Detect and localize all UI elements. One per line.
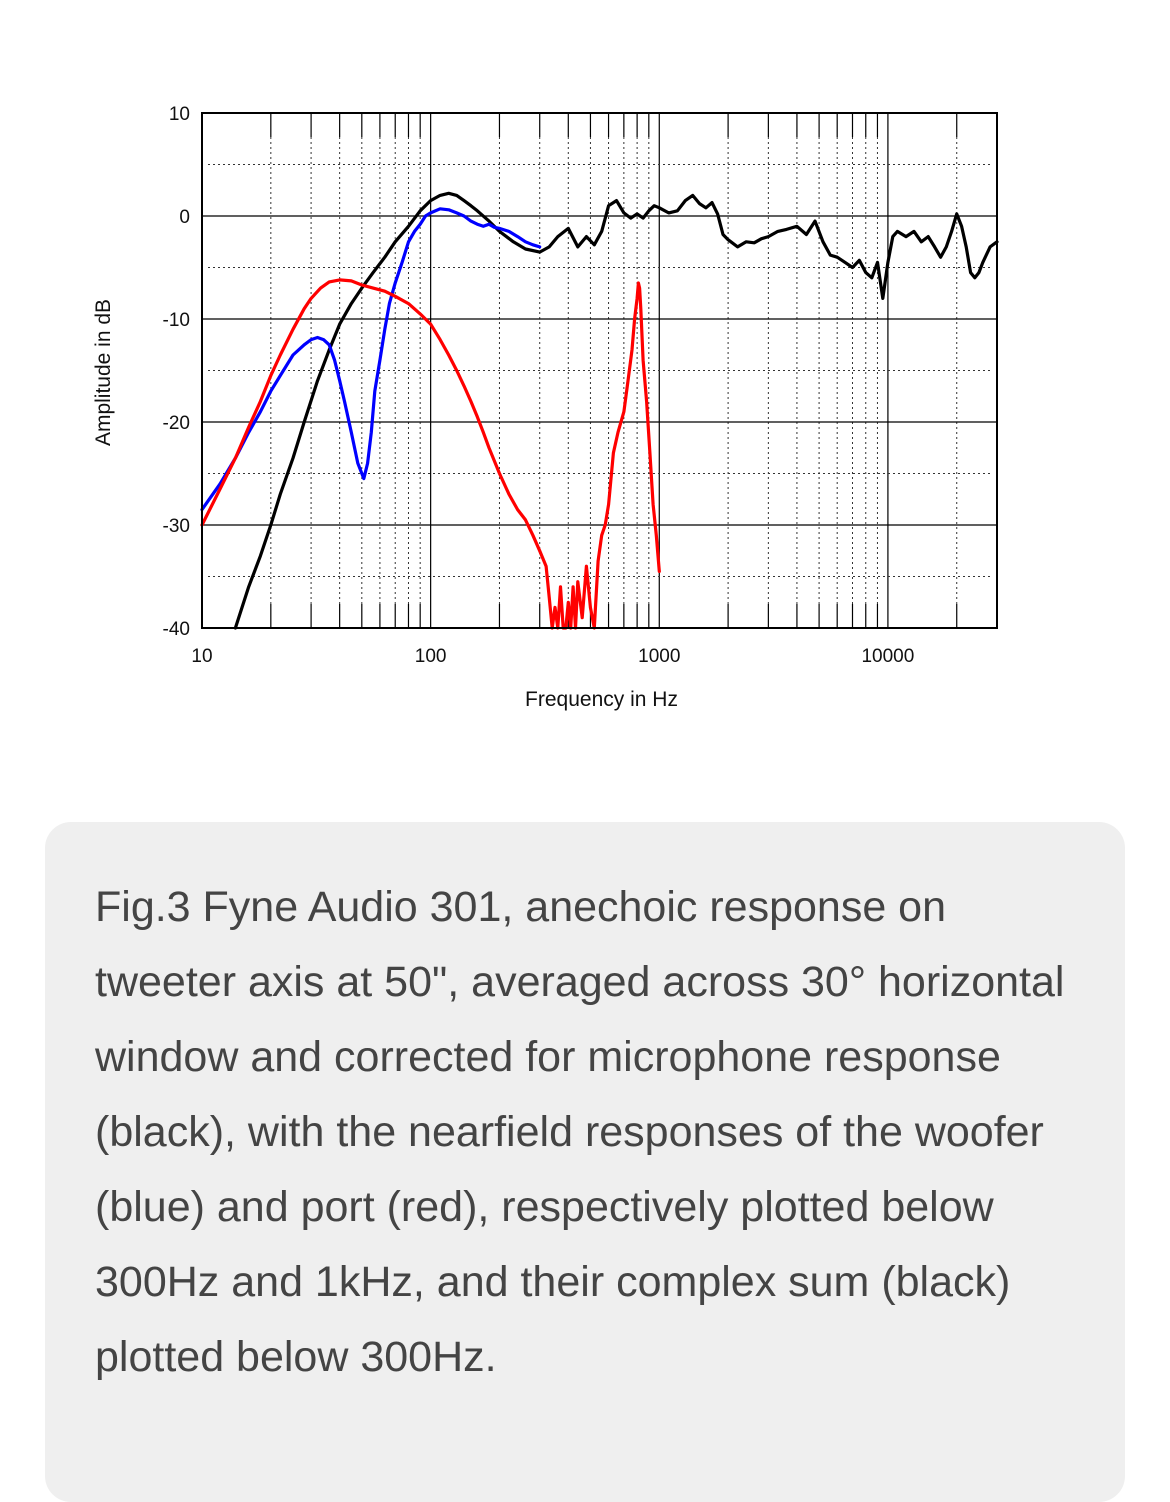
- caption-card: [45, 822, 1125, 1502]
- x-axis-label: Frequency in Hz: [525, 688, 678, 711]
- series-line-0: [235, 193, 997, 628]
- figure-caption: Fig.3 Fyne Audio 301, anechoic response on tweeter axis at 50", averaged across 30° horizontal window and corrected for microphone response (black), with the nearfield responses of the woofer (blue) and port (red), respectively plotted below 300Hz and 1kHz, and their complex sum (black) plotted below 300Hz.: [95, 883, 1065, 1381]
- x-tick-label: 10: [191, 646, 213, 667]
- y-tick-label: -20: [162, 413, 190, 434]
- y-tick-label: -30: [162, 516, 190, 537]
- y-tick-label: -10: [162, 310, 190, 331]
- y-tick-label: 0: [179, 207, 190, 228]
- y-tick-label: 10: [168, 104, 190, 125]
- y-axis-label: Amplitude in dB: [92, 298, 115, 447]
- series-line-1: [202, 209, 540, 510]
- y-tick-label: -40: [162, 619, 190, 640]
- x-tick-label: 10000: [861, 646, 915, 667]
- x-tick-label: 100: [414, 646, 447, 667]
- x-tick-label: 1000: [638, 646, 681, 667]
